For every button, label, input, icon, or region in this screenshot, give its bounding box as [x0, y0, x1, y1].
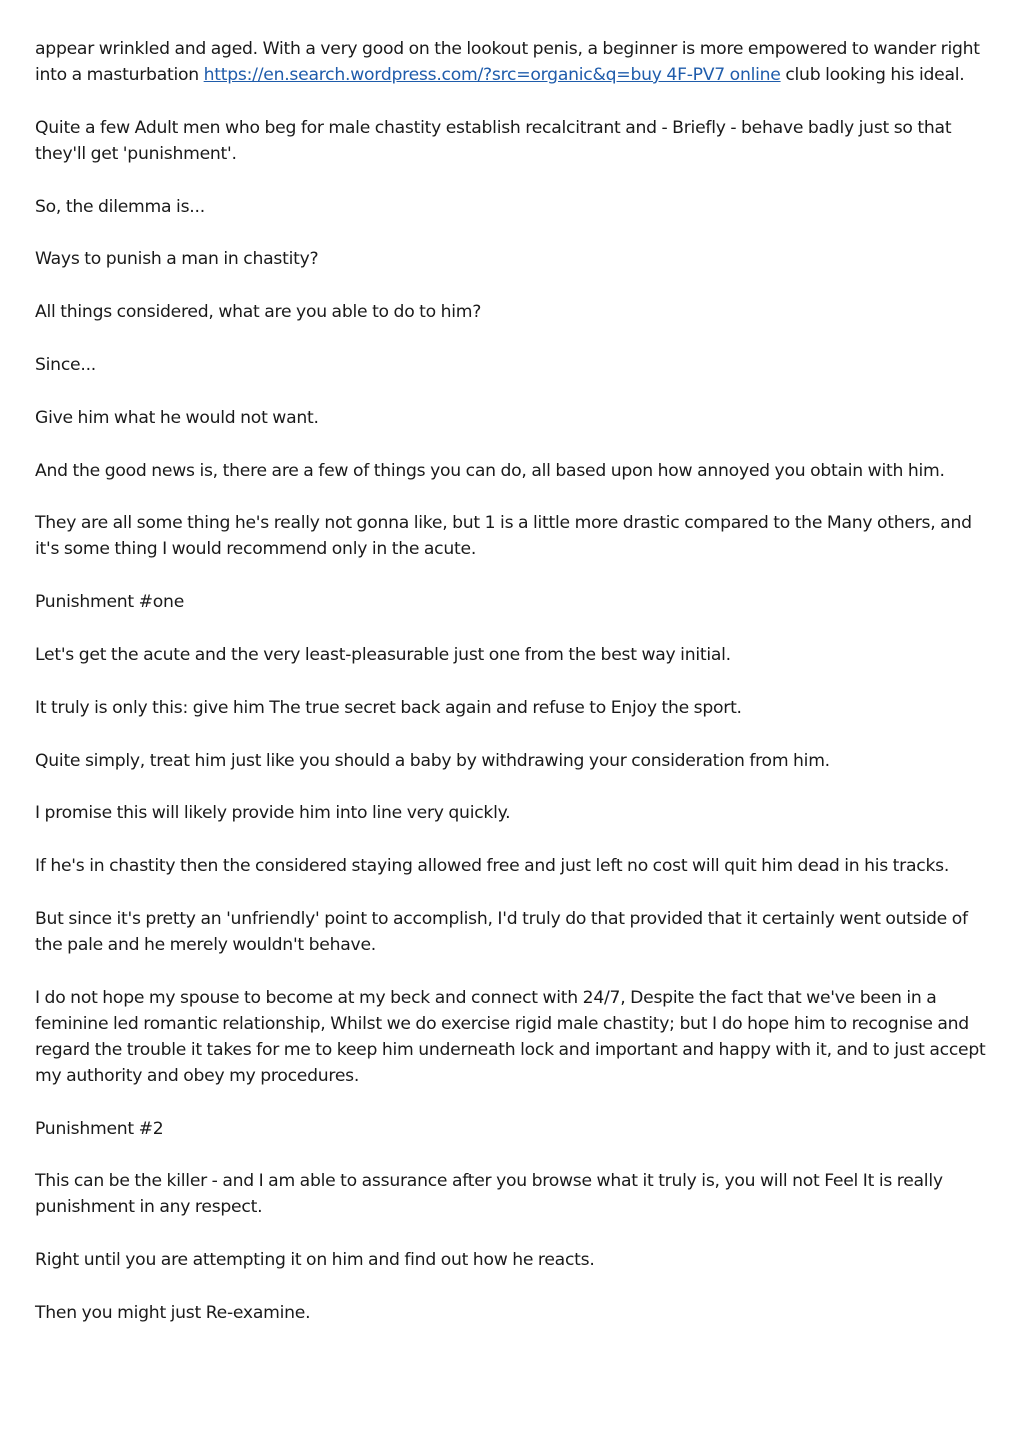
paragraph-things-considered: All things considered, what are you able to do to him? — [35, 302, 482, 323]
paragraph-spouse: I do not hope my spouse to become at my beck and connect with 24/7, Despite the fact that we've been in a feminine led romantic relationship, Whilst we do exercise rigid male chastity; but I do hope him to recognise and regard the trouble it takes for me to keep him underneath lock and important and happy with it, and to just accept my authority and obey my procedures. — [35, 987, 986, 1086]
paragraph-all-some-thing: They are all some thing he's really not gonna like, but 1 is a little more drastic compared to the Many others, and it's some thing I would recommend only in the acute. — [35, 513, 972, 560]
paragraph-unfriendly: But since it's pretty an 'unfriendly' point to accomplish, I'd truly do that provided that it certainly went outside of the pale and he merely wouldn't behave. — [35, 908, 968, 955]
paragraph-since: Since... — [35, 354, 96, 375]
heading-punishment-one: Punishment #one — [35, 592, 185, 613]
paragraph-true-secret: It truly is only this: give him The true secret back again and refuse to Enjoy the sport. — [35, 697, 742, 718]
paragraph-get-the-acute: Let's get the acute and the very least-pleasurable just one from the best way initial. — [35, 644, 731, 665]
paragraph-right-until: Right until you are attempting it on him and find out how he reacts. — [35, 1250, 595, 1271]
paragraph-quite-simply: Quite simply, treat him just like you should a baby by withdrawing your consideration from him. — [35, 750, 830, 771]
wordpress-search-link[interactable]: https://en.search.wordpress.com/?src=organic&q=buy 4F-PV7 online — [203, 65, 781, 85]
heading-punishment-two: Punishment #2 — [35, 1118, 164, 1139]
paragraph-in-chastity: If he's in chastity then the considered staying allowed free and just left no cost will quit him dead in his tracks. — [35, 856, 950, 877]
paragraph-good-news: And the good news is, there are a few of things you can do, all based upon how annoyed you obtain with him. — [35, 460, 945, 481]
paragraph-adult-men: Quite a few Adult men who beg for male chastity establish recalcitrant and - Briefly - behave badly just so that they'll get 'punishment'. — [35, 117, 952, 164]
paragraph-promise: I promise this will likely provide him into line very quickly. — [35, 803, 511, 824]
intro-paragraph — [35, 36, 994, 88]
paragraph-dilemma: So, the dilemma is... — [35, 196, 205, 217]
paragraph-re-examine: Then you might just Re-examine. — [35, 1302, 311, 1323]
paragraph-ways-to-punish: Ways to punish a man in chastity? — [35, 249, 319, 270]
intro-text-before-link: appear wrinkled and aged. With a very good on the lookout penis, a beginner is more empowered to wander right into a masturbation — [35, 39, 980, 85]
paragraph-give-him: Give him what he would not want. — [35, 407, 319, 428]
intro-text-after-link: club looking his ideal. — [780, 65, 965, 85]
paragraph-killer: This can be the killer - and I am able to assurance after you browse what it truly is, you will not Feel It is really punishment in any respect. — [35, 1171, 943, 1218]
